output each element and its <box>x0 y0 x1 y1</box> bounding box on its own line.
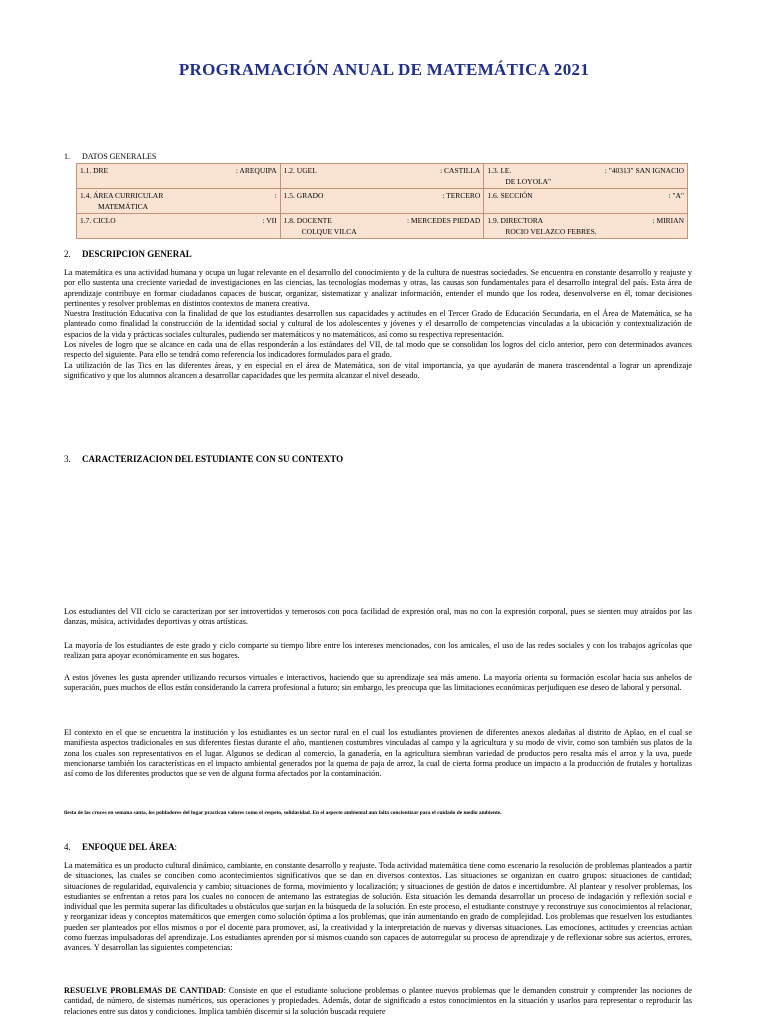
section-3-number: 3. <box>64 454 71 464</box>
field-label: 1.3. I.E. <box>487 166 512 175</box>
table-cell <box>484 189 688 214</box>
table-row <box>77 189 688 214</box>
table-cell <box>484 164 688 189</box>
field-value: : <box>274 191 277 200</box>
section-3-paragraph-1: Los estudiantes del VII ciclo se caracterizan por ser introvertidos y temerosos con poca facilidad de expresión oral, mas no con la expresión corporal, pues se sienten muy atraídos por las danzas, música, actividades deportivas y otras artísticas. <box>64 607 692 627</box>
section-1-title: DATOS GENERALES <box>82 152 157 161</box>
field-label: 1.1. DRE <box>80 166 109 175</box>
section-4-title-suffix: : <box>174 842 178 852</box>
field-value-continuation: DE LOYOLA" <box>505 177 552 186</box>
section-3-paragraph-3: A estos jóvenes les gusta aprender utilizando recursos virtuales e interactivos, haciendo que su aprendizaje sea más ameno. La mayoría orienta su formación escolar hacia sus anhelos de superación, pues muchos de ellos están considerando la carrera profesional a futuro; sin embargo, les preocupa que las limitaciones económicas perjudiquen ese deseo de laboral y personal. <box>64 673 692 693</box>
cell-line <box>487 190 684 201</box>
cell-line <box>80 215 277 226</box>
field-value-continuation: COLQUE VILCA <box>301 227 357 236</box>
field-value: : "A" <box>668 191 684 200</box>
field-value: : AREQUIPA <box>235 166 277 175</box>
field-label: 1.5. GRADO <box>283 191 324 200</box>
cell-line <box>487 215 684 226</box>
competency-paragraph <box>64 986 692 1017</box>
field-label: 1.7. CICLO <box>80 216 116 225</box>
field-label: 1.2. UGEL <box>283 166 317 175</box>
paragraph: Nuestra Institución Educativa con la finalidad de que los estudiantes desarrollen sus capacidades y actitudes en el Tercer Grado de Educación Secundaria, en el Área de Matemática, se ha planteado como finalidad la construcción de la identidad social y cultural de los adolescentes y jóvenes y el desarrollo de competencias vinculadas a la ubicación y contextualización de espacios de la vida y prácticas sociales culturales, pudiendo ser matemáticos y no matemáticos, así como su respectiva representación. <box>64 309 692 339</box>
paragraph: La matemática es una actividad humana y ocupa un lugar relevante en el desarrollo del conocimiento y de la cultura de nuestras sociedades. Se encuentra en constante desarrollo y reajuste y por ello sustenta una creciente variedad de investigaciones en las ciencias, las tecnologías modernas y otras, las causas son fundamentales para el desarrollo integral del país. Esta área de aprendizaje contribuye en formar ciudadanos capaces de buscar, organizar, sistematizar y analizar información, entender el mundo que los rodea, desenvolverse en él, tomar decisiones pertinentes y resolver problemas en distintos contextos de manera creativa. <box>64 268 692 308</box>
table-cell <box>77 214 281 239</box>
field-value: : CASTILLA <box>440 166 481 175</box>
paragraph: Los niveles de logro que se alcance en cada una de ellas responderán a los estándares del VII, de tal modo que se consolidan los logros del ciclo anterior, pero con determinados avances respecto del siguiente. Para ello se tendrá como referencia los indicadores formulados para el grado. <box>64 340 692 360</box>
section-2-heading <box>64 249 192 259</box>
cell-line <box>80 190 277 201</box>
table-cell <box>280 189 484 214</box>
section-2-body <box>64 268 692 381</box>
section-1-number: 1. <box>64 152 70 161</box>
section-2-number: 2. <box>64 249 71 259</box>
field-value: : MIRIAN <box>652 216 684 225</box>
field-label: 1.9. DIRECTORA <box>487 216 544 225</box>
field-value: : TERCERO <box>442 191 481 200</box>
competency-title: RESUELVE PROBLEMAS DE CANTIDAD <box>64 986 224 995</box>
field-label: 1.6. SECCIÓN <box>487 191 533 200</box>
cell-line <box>284 215 481 226</box>
field-value: : MERCEDES PIEDAD <box>406 216 481 225</box>
field-value: : VII <box>262 216 277 225</box>
section-3-paragraph-4: El contexto en el que se encuentra la institución y los estudiantes es un sector rural en el cual los estudiantes provienen de diferentes anexos aledañas al distrito de Aplao, en el cual se manifiesta aspectos tradicionales en sus diferentes fiestas durante el año, mantienen costumbres vinculadas al campo y la agricultura y su modo de vivir, como son también sus platos de la zona los cuales son representativos en el lugar. Algunos se dedican al comercio, la ganadería, en la agricultura siembran variedad de productos pero resalta más el arroz y la uva, puede mencionarse también los características en el impacto ambiental generados por la quema de paja de arroz, la cual de cierta forma produce un impacto a la producción de frutales y hortalizas así como de los diferentes productos que se ven de alguna forma afectados por la contaminación. <box>64 728 692 779</box>
field-label: 1.8. DOCENTE <box>283 216 332 225</box>
section-3-heading <box>64 454 343 464</box>
section-3-note: fiesta de las cruces en semana santa, los pobladores del lugar practican valores como el respeto, solidaridad. En el aspecto ambiental aun falta concientizar para el cuidado de medio ambiente. <box>64 810 502 816</box>
field-value: : "40313" SAN IGNACIO <box>604 166 684 175</box>
section-4-title: ENFOQUE DEL ÁREA <box>82 842 175 852</box>
table-cell <box>280 164 484 189</box>
section-3-paragraph-2: La mayoría de los estudiantes de este grado y ciclo comparte su tiempo libre entre los intereses mencionados, con los amicales, el uso de las redes sociales y con los trabajos agrícolas que realizan para apoyar económicamente en sus hogares. <box>64 641 692 661</box>
table-cell <box>77 189 281 214</box>
cell-line <box>284 165 481 176</box>
cell-line <box>284 190 481 201</box>
cell-line <box>487 165 684 176</box>
section-1-heading <box>64 152 156 161</box>
section-3-title: CARACTERIZACION DEL ESTUDIANTE CON SU CONTEXTO <box>82 454 344 464</box>
cell-line <box>80 165 277 176</box>
table-cell <box>77 164 281 189</box>
section-4-heading <box>64 842 177 852</box>
section-4-number: 4. <box>64 842 71 852</box>
section-2-title: DESCRIPCION GENERAL <box>82 249 192 259</box>
paragraph: La utilización de las Tics en las diferentes áreas, y en especial en el área de Matemática, son de vital importancia, ya que ayudarán de manera trascendental a lograr un aprendizaje significativo y que los alumnos alcancen a desarrollar capacidades que les permita alcanzar el nivel deseado. <box>64 360 692 380</box>
section-4-paragraph-1: La matemática es un producto cultural dinámico, cambiante, en constante desarrollo y reajuste. Toda actividad matemática tiene como escenario la resolución de problemas planteados a partir de situaciones, las cuales se conciben como acontecimientos significativos que se dan en diversos contextos. Las situaciones se organizan en cuatro grupos: situaciones de cantidad; situaciones de regularidad, equivalencia y cambio; situaciones de forma, movimiento y localización; y situaciones de gestión de datos e incertidumbre. Al plantear y resolver problemas, los estudiantes se enfrentan a retos para los cuales no conocen de antemano las estrategias de solución. Esta situación les demanda desarrollar un proceso de indagación y reflexión social e individual que les permita superar las dificultades u obstáculos que surjan en la búsqueda de la solución. En este proceso, el estudiante construye y reconstruye sus conocimientos al relacionar, y reorganizar ideas y conceptos matemáticos que emergen como solución óptima a los problemas, que irán aumentando en grado de complejidad. Los problemas que resuelven los estudiantes pueden ser planteados por ellos mismos o por el docente para promover, así, la creatividad y la interpretación de nuevas y diversas situaciones. Las emociones, actitudes y creencias actúan como fuerzas impulsadoras del aprendizaje. Los estudiantes aprenden por sí mismos cuando son capaces de autorregular su proceso de aprendizaje y de reflexionar sobre sus aciertos, errores, avances. Y desarrollan las siguientes competencias: <box>64 861 692 953</box>
field-label: 1.4. ÁREA CURRICULAR <box>80 191 164 200</box>
table-cell <box>280 214 484 239</box>
general-data-table <box>76 163 688 239</box>
competency-text: : Consiste en que el estudiante solucione problemas o plantee nuevos problemas que le demanden construir y comprender las nociones de cantidad, de número, de sistemas numéricos, sus operaciones y propiedades. Además, dotar de significado a estos conocimientos en la situación y usarlos para representar o reproducir las relaciones entre sus datos y condiciones. Implica también discernir si la solución buscada requiere <box>64 986 693 1016</box>
table-row <box>77 164 688 189</box>
table-cell <box>484 214 688 239</box>
field-value-continuation: ROCIO VELAZCO FEBRES. <box>505 227 597 236</box>
field-value-continuation: MATEMÁTICA <box>98 202 148 211</box>
document-title: PROGRAMACIÓN ANUAL DE MATEMÁTICA 2021 <box>178 60 590 79</box>
table-row <box>77 214 688 239</box>
